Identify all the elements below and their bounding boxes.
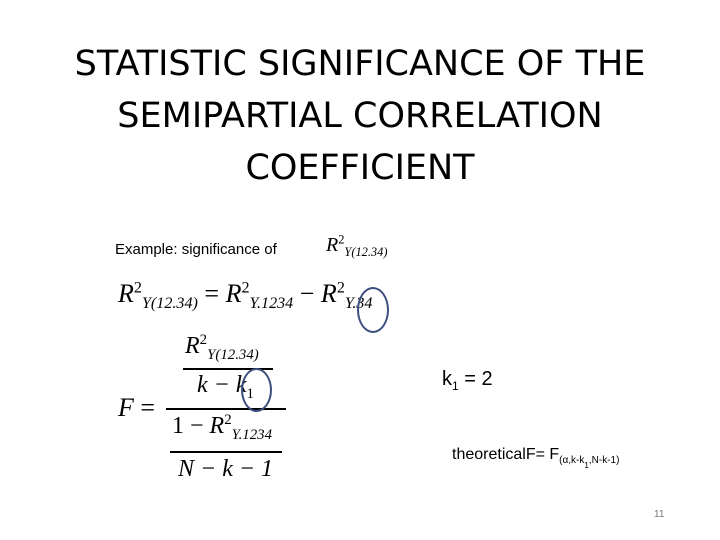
theoretical-label: theoretical <box>452 446 526 463</box>
eq1-term3-R: R <box>320 279 337 308</box>
semipartial-equation <box>118 279 373 313</box>
slide-title <box>40 38 680 194</box>
eq1-term3-sub: Y.34 <box>344 295 373 313</box>
F-symbol <box>118 393 155 423</box>
page-number: 11 <box>654 509 665 520</box>
main-fraction-bar <box>166 408 286 410</box>
den-top-one: 1 − <box>172 413 210 439</box>
numerator-top <box>185 332 259 363</box>
den-top-sub: Y.1234 <box>231 426 273 443</box>
num-bottom-sub: 1 <box>246 385 254 402</box>
theoretical-F <box>452 446 620 470</box>
theoretical-args-a: (α,k-k <box>559 455 585 466</box>
k1-equals-value: = 2 <box>458 368 493 390</box>
num-bottom-text: k − k <box>197 372 247 398</box>
den-top-sup: 2 <box>224 412 232 428</box>
eq1-term2-sup: 2 <box>241 279 250 297</box>
eq1-minus: − <box>299 279 315 308</box>
num-top-sup: 2 <box>199 332 208 348</box>
eq1-lhs-sub: Y(12.34) <box>141 295 198 313</box>
highlight-circle-ry34 <box>357 287 389 333</box>
theoretical-F-eq: F= F <box>525 446 560 463</box>
denominator-bottom: N − k − 1 <box>178 456 274 482</box>
eq1-term2-R: R <box>225 279 242 308</box>
title-line-3: COEFFICIENT <box>245 148 475 188</box>
example-R: R <box>326 234 339 256</box>
theoretical-args-sub: 1 <box>584 461 589 470</box>
example-label: Example: significance of <box>115 241 277 258</box>
title-line-2: SEMIPARTIAL CORRELATION <box>117 96 603 136</box>
num-top-R: R <box>185 333 200 359</box>
denominator-top <box>172 412 273 443</box>
denominator-fraction-bar <box>170 451 282 453</box>
eq1-term2-sub: Y.1234 <box>249 295 294 313</box>
example-sub: Y(12.34) <box>344 245 388 259</box>
theoretical-args <box>559 455 620 470</box>
eq1-lhs-R: R <box>118 279 134 308</box>
num-top-sub: Y(12.34) <box>207 346 259 363</box>
eq1-lhs-sup: 2 <box>133 279 142 297</box>
F-equals: = <box>140 393 156 422</box>
theoretical-args-b: ,N-k-1) <box>588 455 620 466</box>
title-line-1: STATISTIC SIGNIFICANCE OF THE <box>74 44 646 84</box>
example-sup: 2 <box>338 232 345 247</box>
den-top-R: R <box>209 413 225 439</box>
k1-value <box>442 368 493 391</box>
F-letter: F <box>118 393 134 422</box>
highlight-circle-k1 <box>241 368 272 412</box>
k1-letter: k <box>442 368 452 390</box>
k1-sub: 1 <box>452 379 459 393</box>
eq1-term3-sup: 2 <box>336 279 345 297</box>
eq1-equals: = <box>204 279 220 308</box>
example-formula <box>326 234 387 257</box>
